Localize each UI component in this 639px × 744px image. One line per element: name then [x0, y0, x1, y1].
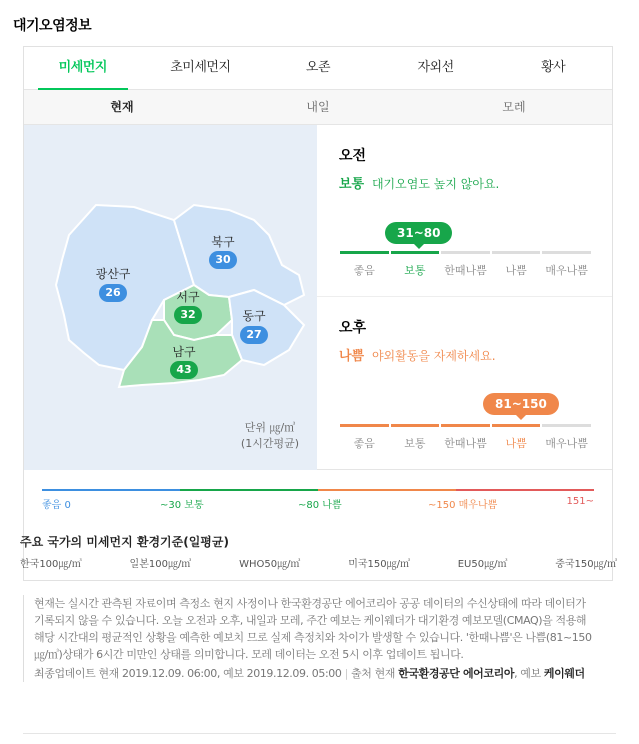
page-title: 대기오염정보 [13, 18, 92, 34]
forecast-pm-title: 오후 [339, 320, 367, 336]
standard-japan: 일본100㎍/㎥ [129, 559, 192, 570]
legend-bar-normal [180, 489, 318, 491]
scale-normal: 보통 [391, 251, 440, 278]
forecast-am [317, 125, 612, 297]
scale-sometimes-bad: 한때나쁨 [441, 424, 490, 451]
district-name-seo: 서구 [176, 290, 200, 304]
source-airkorea-link[interactable]: 한국환경공단 에어코리아 [398, 667, 515, 680]
standard-china: 중국150㎍/㎥ [555, 559, 617, 570]
source-kweather-link[interactable]: 케이웨더 [543, 667, 585, 680]
district-map [24, 125, 317, 470]
district-name-dong: 동구 [242, 309, 266, 323]
forecast-pm-status [339, 345, 592, 364]
scale-bad: 나쁨 [492, 251, 541, 278]
air-quality-card [23, 46, 613, 581]
legend-label-bad: ~80 나쁨 [298, 500, 342, 511]
grade-legend [24, 470, 612, 522]
scale-bad: 나쁨 [492, 424, 541, 451]
district-name-buk: 북구 [211, 235, 235, 249]
legend-label-very-bad: ~150 매우나쁨 [428, 500, 498, 511]
scale-good: 좋음 [340, 251, 389, 278]
note-text: 현재는 실시간 관측된 자료이며 측정소 현지 사정이나 한국환경공단 에어코리아 공공 데이터의 수신상태에 따라 데이터가 기록되지 않을 수 있습니다. 오늘 오전과 오후, 내일과 모레, 주간 예보는 케이웨더가 대기환경 예보모델(CMAQ)을 적용해 해당 시간대의 평균적인 상황을 예측한 예보치 므로 실제 측정치와 차이가 발생할 수 있습니다. '한때나쁨'은 나쁨(81~150㎍/㎥)상태가 6시간 미만인 상태를 의미합니다. 모레 데이터는 오전 5시 이후 업데이트 됩니다. [34, 597, 592, 661]
forecast-pm-message: 야외활동을 자제하세요. [371, 349, 496, 363]
district-value-nam[interactable]: 43 [170, 361, 198, 379]
standards-title: 주요 국가의 미세먼지 환경기준(일평균) [20, 535, 229, 549]
tab-ultrafine-dust[interactable]: 초미세먼지 [170, 60, 231, 75]
separator: | [344, 667, 348, 680]
scale-sometimes-bad: 한때나쁨 [441, 251, 490, 278]
unit-line: 단위 ㎍/㎥ [244, 421, 296, 434]
forecast-pm [317, 297, 612, 469]
forecast-pm-scale [339, 424, 592, 451]
unit-label [241, 420, 299, 452]
bottom-divider [23, 733, 616, 734]
forecast-am-scale [339, 251, 592, 278]
source-mid: , 예보 [514, 667, 541, 680]
district-value-gwangsan[interactable]: 26 [99, 284, 127, 302]
legend-bar-good [42, 489, 180, 491]
tab-fine-dust[interactable]: 미세먼지 [24, 47, 142, 89]
time-tabs [24, 90, 612, 125]
standards-row [20, 555, 617, 570]
tab-yellow-dust[interactable]: 황사 [541, 60, 566, 75]
standard-who: WHO50㎍/㎥ [239, 559, 301, 570]
forecast-panel [317, 125, 612, 469]
legend-bar-very-bad [456, 489, 594, 491]
district-value-dong[interactable]: 27 [240, 326, 268, 344]
district-value-buk[interactable]: 30 [209, 251, 237, 269]
unit-average: (1시간평균) [240, 437, 299, 450]
district-name-gwangsan: 광산구 [95, 267, 131, 281]
scale-very-bad: 매우나쁨 [542, 251, 591, 278]
tab-day-after[interactable]: 모레 [502, 100, 526, 114]
standard-korea: 한국100㎍/㎥ [20, 559, 82, 570]
standard-eu: EU50㎍/㎥ [457, 559, 508, 570]
legend-labels [42, 496, 594, 510]
scale-normal: 보통 [391, 424, 440, 451]
district-value-seo[interactable]: 32 [174, 306, 202, 324]
update-time: 최종업데이트 현재 2019.12.09. 06:00, 예보 2019.12.09. 05:00 [34, 667, 342, 680]
forecast-am-status [339, 173, 592, 192]
forecast-am-title: 오전 [339, 148, 367, 164]
standard-usa: 미국150㎍/㎥ [348, 559, 410, 570]
legend-label-max: 151~ [566, 496, 594, 507]
forecast-am-message: 대기오염도 높지 않아요. [371, 177, 500, 191]
legend-bar-bad [318, 489, 456, 491]
tab-tomorrow[interactable]: 내일 [306, 100, 330, 114]
legend-label-good: 좋음 0 [42, 500, 71, 511]
forecast-pm-range-badge: 81~150 [483, 393, 559, 415]
update-info [34, 665, 593, 682]
tab-uv[interactable]: 자외선 [417, 60, 454, 75]
forecast-am-range-badge: 31~80 [385, 222, 452, 244]
source-prefix: 출처 현재 [351, 667, 396, 680]
district-name-nam: 남구 [172, 345, 196, 359]
scale-good: 좋음 [340, 424, 389, 451]
legend-bar [42, 489, 594, 491]
forecast-am-grade: 보통 [339, 177, 365, 192]
scale-very-bad: 매우나쁨 [542, 424, 591, 451]
info-note [23, 595, 593, 682]
legend-label-normal: ~30 보통 [160, 500, 204, 511]
forecast-pm-grade: 나쁨 [339, 349, 365, 364]
tab-ozone[interactable]: 오존 [305, 60, 331, 75]
pollutant-tabs [24, 47, 612, 90]
tab-now[interactable]: 현재 [24, 90, 220, 124]
